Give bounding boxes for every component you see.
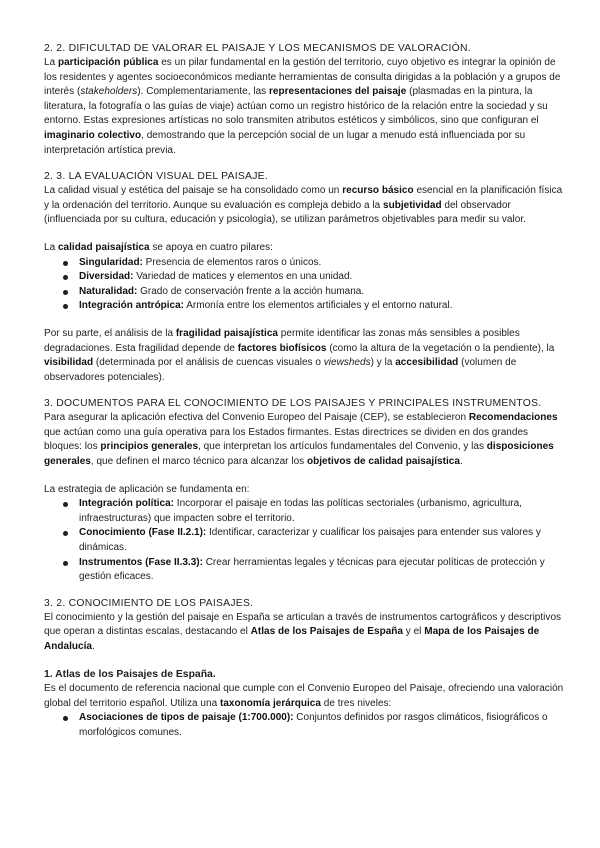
list-item: Asociaciones de tipos de paisaje (1:700.000): Conjuntos definidos por rasgos climáticos, fisiográficos o morfológicos comunes. (44, 711, 564, 740)
list-item: Naturalidad: Grado de conservación frente a la acción humana. (44, 285, 564, 300)
atlas-levels-list (44, 711, 564, 740)
subheading-atlas: 1. Atlas de los Paisajes de España. (44, 668, 216, 680)
paragraph-conocimiento: El conocimiento y la gestión del paisaje en España se articulan a través de instrumentos cartográficos y descriptivos que operan a distintas escalas, destacando el Atlas de los Paisajes de España y el Mapa de los Paisajes de Andalucía. (44, 611, 562, 652)
section-heading-3-2: 3. 2. CONOCIMIENTO DE LOS PAISAJES. (44, 597, 254, 609)
paragraph-estrategia: La estrategia de aplicación se fundamenta en: (44, 483, 250, 495)
list-item: Integración antrópica: Armonía entre los elementos artificiales y el entorno natural. (44, 299, 564, 314)
paragraph-participacion: La participación pública es un pilar fundamental en la gestión del territorio, cuyo objetivo es integrar la opinión de los residentes y agentes socioeconómicos mediante herramientas de consulta dirigidas a la población y a grupos de interés (stakeholders). Complementariamente, las representaciones del paisaje (plasmadas en la pintura, la literatura, la fotografía o las guías de viaje) actúan como un registro histórico de la relación entre la sociedad y su entorno. Estas expresiones artísticas no solo transmiten atributos estéticos y simbólicos, sino que configuran el imaginario colectivo, demostrando que la percepción social de un lugar a menudo está influenciada por su interpretación artística previa. (44, 57, 561, 156)
list-item: Singularidad: Presencia de elementos raros o únicos. (44, 256, 564, 271)
section-heading-2-2: 2. 2. DIFICULTAD DE VALORAR EL PAISAJE Y LOS MECANISMOS DE VALORACIÓN. (44, 43, 471, 54)
section-heading-2-3: 2. 3. LA EVALUACIÓN VISUAL DEL PAISAJE. (44, 171, 268, 183)
paragraph-calidad-paisajistica: La calidad paisajística se apoya en cuatro pilares: (44, 241, 273, 253)
pillars-list (44, 256, 564, 314)
list-item: Instrumentos (Fase II.3.3): Crear herramientas legales y técnicas para ejecutar políticas de protección y gestión eficaces. (44, 556, 564, 585)
document-page (44, 42, 564, 741)
paragraph-fragilidad: Por su parte, el análisis de la fragilidad paisajística permite identificar las zonas más sensibles a posibles degradaciones. Esta fragilidad depende de factores biofísicos (como la altura de la vegetación o la pendiente), la visibilidad (determinada por el análisis de cuencas visuales o viewsheds) y la accesibilidad (volumen de observadores potenciales). (44, 327, 555, 383)
paragraph-recomendaciones: Para asegurar la aplicación efectiva del Convenio Europeo del Paisaje (CEP), se establecieron Recomendaciones que actúan como una guía operativa para los Estados firmantes. Estas directrices se dividen en dos grandes bloques: los principios generales, que interpretan los artículos fundamentales del Convenio, y las disposiciones generales, que definen el marco técnico para alcanzar los objetivos de calidad paisajística. (44, 412, 558, 468)
strategy-list (44, 497, 564, 585)
list-item: Diversidad: Variedad de matices y elementos en una unidad. (44, 270, 564, 285)
list-item: Conocimiento (Fase II.2.1): Identificar, caracterizar y cualificar los paisajes para entender sus valores y dinámicas. (44, 526, 564, 555)
paragraph-calidad-visual: La calidad visual y estética del paisaje se ha consolidado como un recurso básico esencial en la planificación física y la ordenación del territorio. Aunque su evaluación es compleja debido a la subjetividad del observador (influenciada por su cultura, educación y psicología), se utilizan parámetros objetivables para medir su valor. (44, 185, 563, 226)
list-item: Integración política: Incorporar el paisaje en todas las políticas sectoriales (urbanismo, agricultura, infraestructuras) que impacten sobre el territorio. (44, 497, 564, 526)
paragraph-atlas: Es el documento de referencia nacional que cumple con el Convenio Europeo del Paisaje, ofreciendo una valoración global del territorio español. Utiliza una taxonomía jerárquica de tres niveles: (44, 683, 564, 709)
section-heading-3: 3. DOCUMENTOS PARA EL CONOCIMIENTO DE LOS PAISAJES Y PRINCIPALES INSTRUMENTOS. (44, 398, 542, 410)
